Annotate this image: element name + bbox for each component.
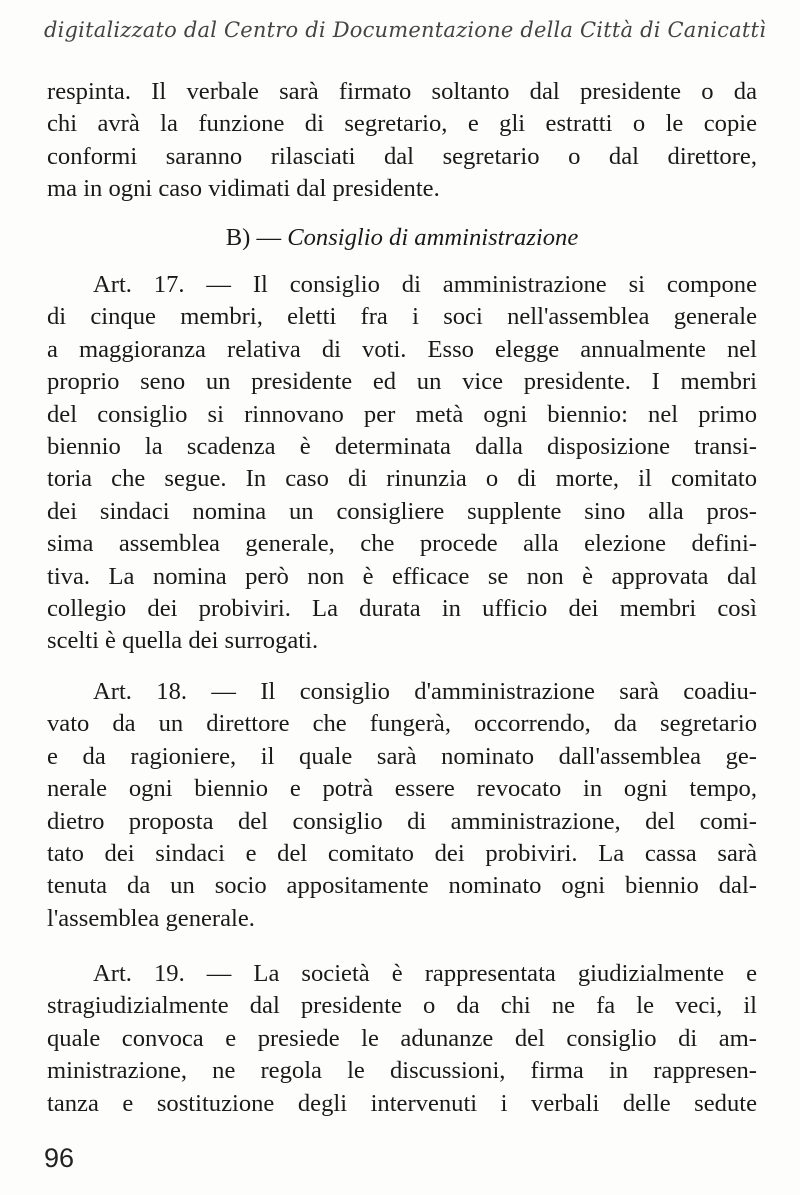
text-line: dietro proposta del consiglio di amministrazione, del comi- — [47, 807, 757, 835]
text-line: del consiglio si rinnovano per metà ogni biennio: nel primo — [47, 400, 757, 428]
text-line: dei sindaci nomina un consigliere supplente sino alla pros- — [47, 497, 757, 525]
paragraph-continuation — [47, 76, 757, 206]
text-line: collegio dei probiviri. La durata in ufficio dei membri così — [47, 595, 757, 623]
text-line: Art. 19. — La società è rappresentata giudizialmente e — [93, 960, 757, 987]
text-line: scelti è quella dei surrogati. — [47, 627, 319, 655]
text-line: tato dei sindaci e del comitato dei probiviri. La cassa sarà — [47, 840, 757, 868]
text-line: sima assemblea generale, che procede alla elezione defini- — [47, 530, 757, 558]
text-line: Art. 17. — Il consiglio di amministrazione si compone — [93, 271, 757, 298]
text-line: conformi saranno rilasciati dal segretario o dal direttore, — [47, 142, 757, 170]
digitization-watermark: digitalizzato dal Centro di Documentazione della Città di Canicattì — [43, 18, 767, 42]
text-line: Art. 18. — Il consiglio d'amministrazione sarà coadiu- — [93, 678, 757, 705]
article-19-paragraph — [47, 958, 757, 1120]
section-heading-title: Consiglio di amministrazione — [287, 224, 579, 251]
text-line: toria che segue. In caso di rinunzia o di morte, il comitato — [47, 465, 757, 493]
text-line: chi avrà la funzione di segretario, e gli estratti o le copie — [47, 110, 757, 138]
text-line: tiva. La nomina però non è efficace se non è approvata dal — [47, 562, 757, 590]
text-line: quale convoca e presiede le adunanze del consiglio di am- — [47, 1024, 757, 1052]
text-line: tanza e sostituzione degli intervenuti i verbali delle sedute — [47, 1089, 757, 1117]
text-line: proprio seno un presidente ed un vice presidente. I membri — [47, 368, 757, 396]
text-line: nerale ogni biennio e potrà essere revocato in ogni tempo, — [47, 775, 757, 803]
text-line: respinta. Il verbale sarà firmato soltanto dal presidente o da — [47, 78, 757, 105]
section-heading — [47, 222, 757, 254]
text-line: l'assemblea generale. — [47, 904, 255, 932]
article-17-paragraph — [47, 269, 757, 658]
article-18-paragraph — [47, 676, 757, 935]
text-line: ministrazione, ne regola le discussioni, firma in rappresen- — [47, 1057, 757, 1085]
text-line: biennio la scadenza è determinata dalla disposizione transi- — [47, 433, 757, 461]
page-number: 96 — [44, 1143, 75, 1173]
text-line: ma in ogni caso vidimati dal presidente. — [47, 175, 440, 203]
text-line: di cinque membri, eletti fra i soci nell'assemblea generale — [47, 303, 757, 331]
text-line: a maggioranza relativa di voti. Esso elegge annualmente nel — [47, 335, 757, 363]
text-line: e da ragioniere, il quale sarà nominato dall'assemblea ge- — [47, 742, 757, 770]
text-line: tenuta da un socio appositamente nominato ogni biennio dal- — [47, 872, 757, 900]
text-line: stragiudizialmente dal presidente o da chi ne fa le veci, il — [47, 992, 757, 1020]
text-line: vato da un direttore che fungerà, occorrendo, da segretario — [47, 710, 757, 738]
section-heading-prefix: B) — — [225, 224, 282, 251]
